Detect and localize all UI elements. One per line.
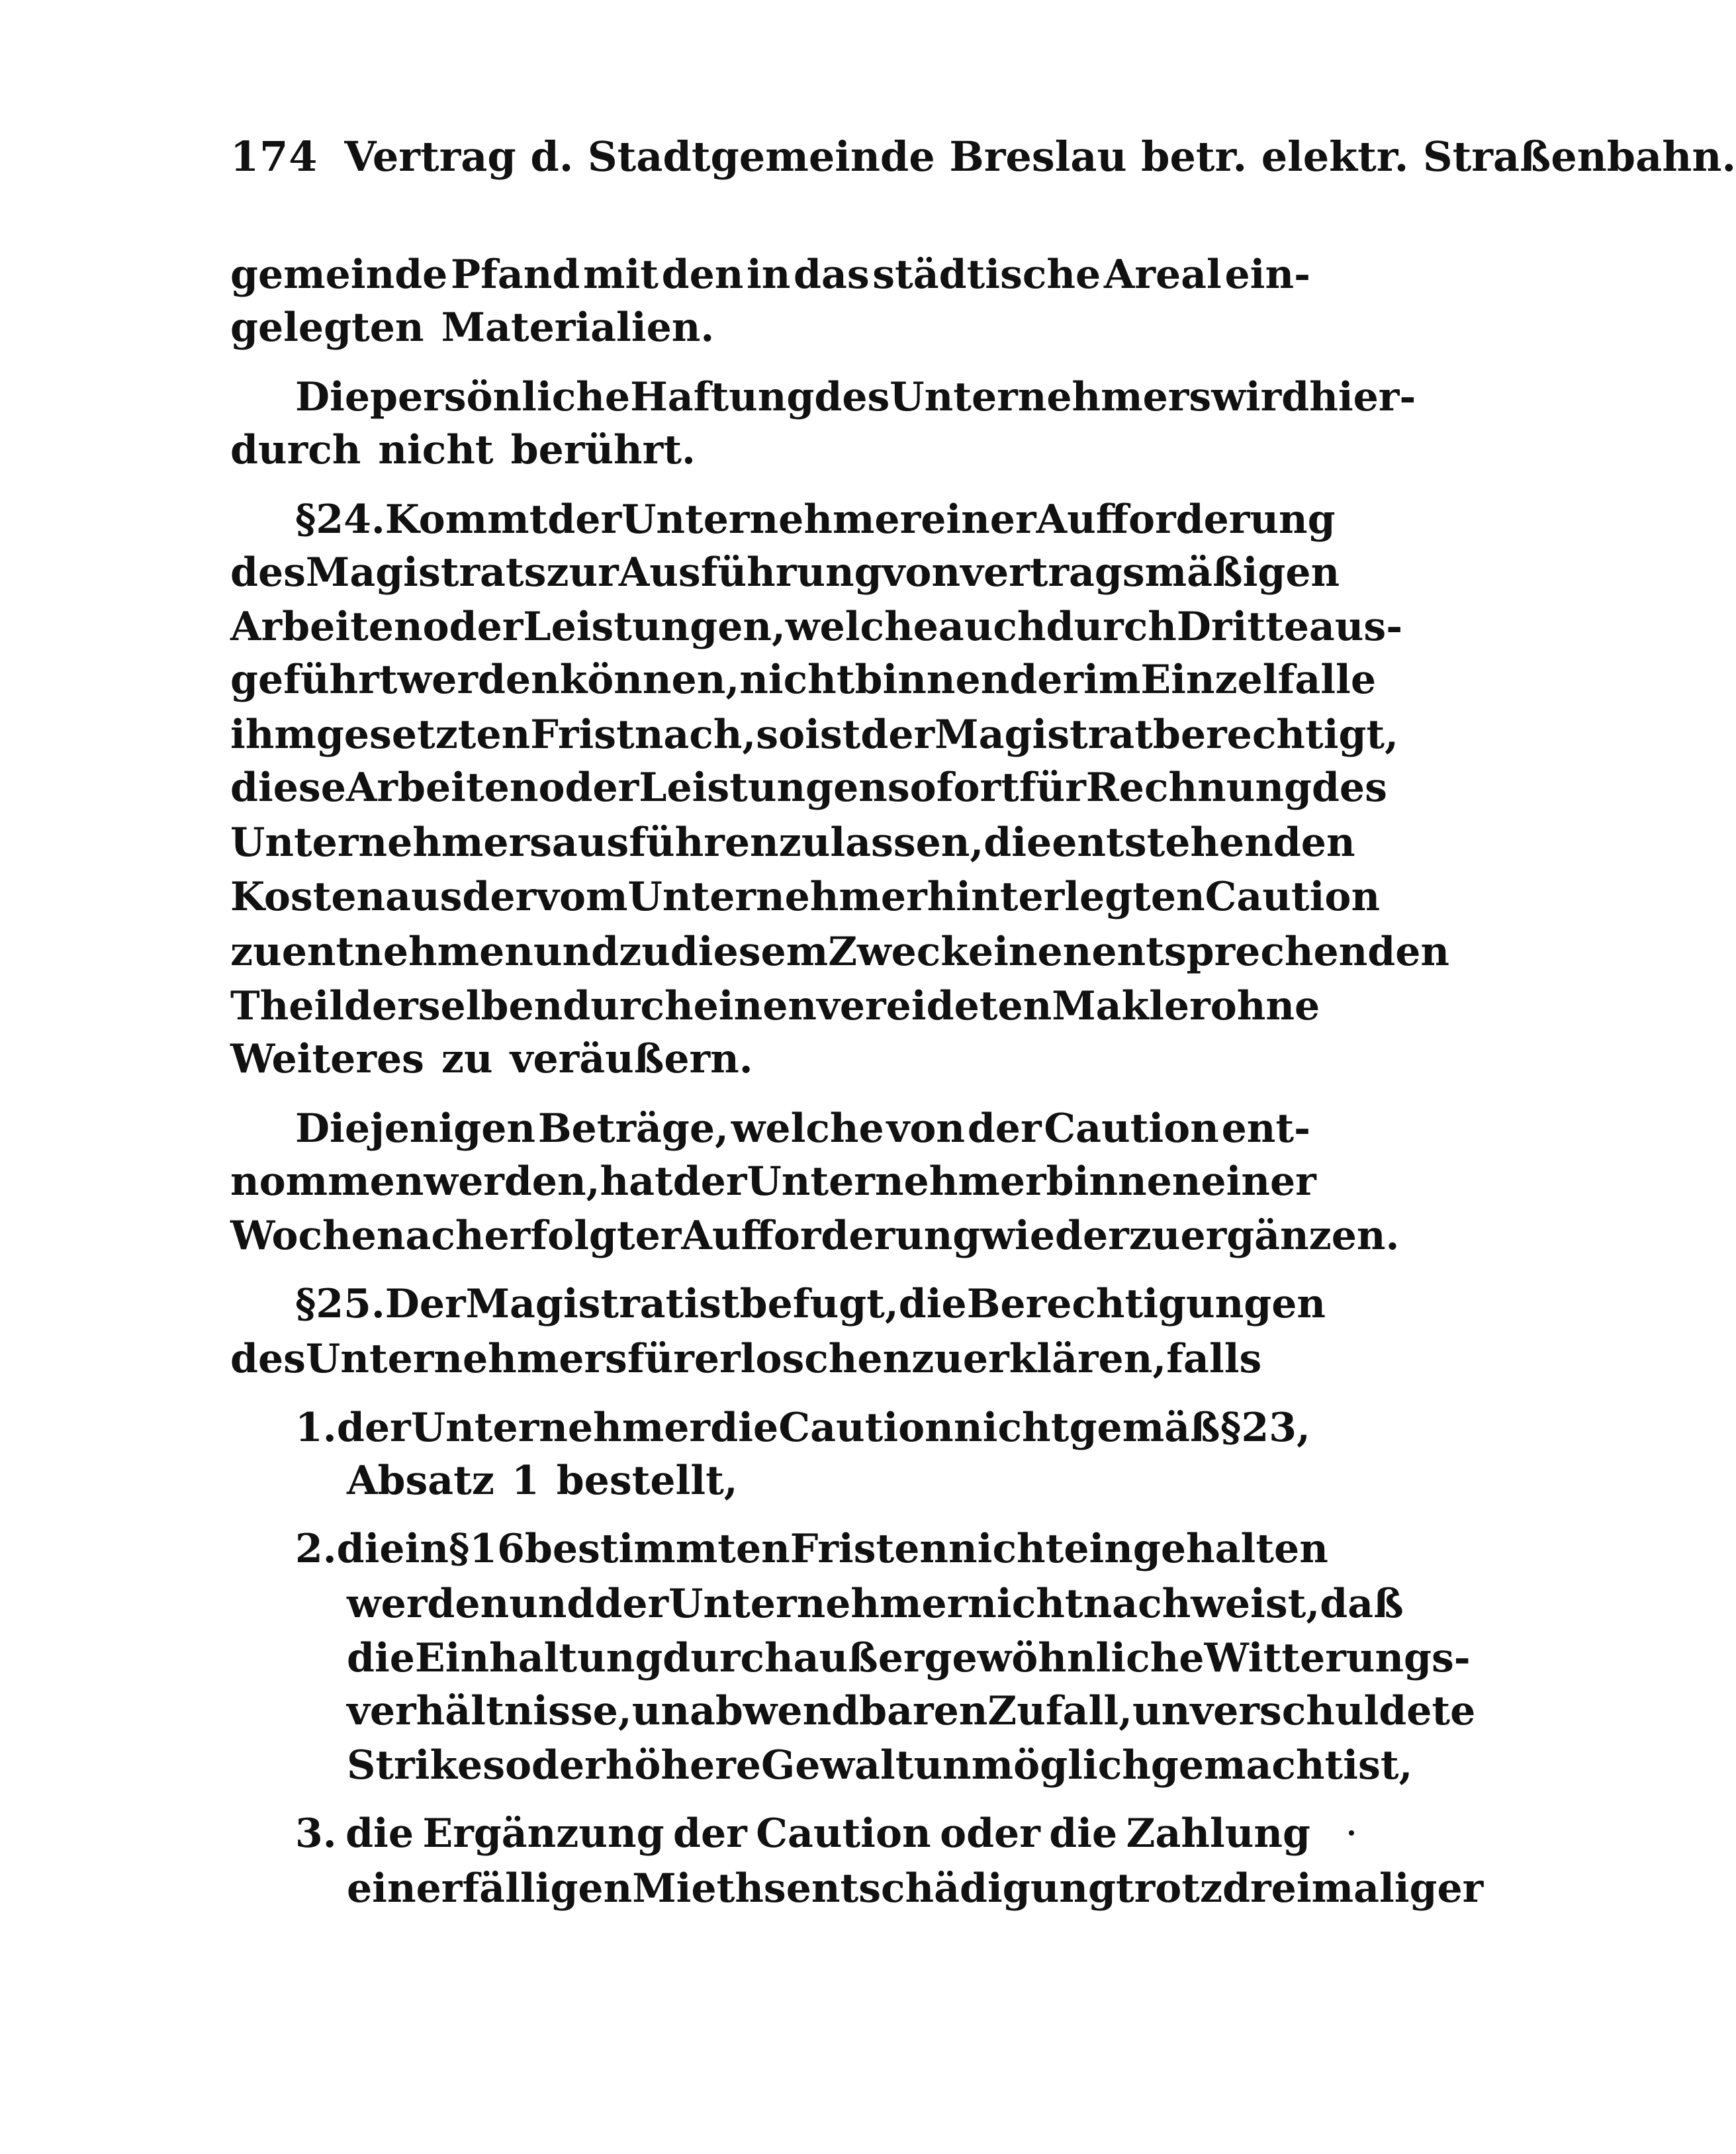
word: nommen	[230, 1158, 424, 1205]
word: nach,	[634, 712, 756, 758]
text-line	[230, 813, 1355, 872]
word: der	[547, 496, 622, 543]
word: 24.	[316, 496, 385, 543]
word: städtische	[872, 252, 1101, 298]
page-number: 174	[230, 132, 318, 181]
print-speck	[1349, 1830, 1354, 1836]
word: Makler	[1052, 983, 1211, 1029]
text-line	[230, 867, 1381, 927]
word: Unternehmer	[621, 496, 921, 543]
word: Arbeiten	[345, 765, 539, 811]
word: gesetzten	[316, 712, 531, 758]
word: so	[756, 712, 805, 758]
word: für	[627, 1336, 694, 1382]
word: §	[448, 1526, 470, 1572]
word: unabwendbaren	[631, 1688, 988, 1734]
word: persönliche	[370, 374, 631, 420]
word: geführt	[230, 657, 398, 703]
text-line	[230, 1029, 753, 1089]
word: Leistungen	[639, 765, 888, 811]
word: nach	[376, 1213, 484, 1259]
word: welche	[785, 604, 938, 650]
text-line	[347, 1736, 1413, 1795]
word: die	[1049, 1810, 1118, 1857]
word: diesem	[670, 929, 829, 975]
word: dreimaliger	[1222, 1865, 1484, 1912]
word: Theil	[230, 983, 345, 1029]
word: im	[1083, 657, 1141, 703]
word: unmöglich	[913, 1742, 1151, 1789]
word: Zufall,	[987, 1688, 1133, 1734]
word: nicht	[378, 427, 494, 473]
word: ohne	[1210, 983, 1320, 1029]
word: einen	[968, 929, 1092, 975]
word: durch	[230, 427, 361, 473]
word: zu	[778, 819, 831, 866]
word: der	[860, 712, 935, 758]
text-line	[230, 420, 696, 480]
word: vereideten	[817, 983, 1052, 1029]
word: Ausführung	[618, 549, 882, 596]
word: binnen	[854, 657, 1010, 703]
word: mit	[582, 252, 659, 298]
word: Woche	[230, 1213, 377, 1259]
word: Rechnung	[1085, 765, 1312, 811]
word: die	[898, 1281, 967, 1327]
word: Kosten	[230, 874, 386, 920]
word: höhere	[605, 1742, 761, 1789]
word: der	[967, 1105, 1042, 1152]
word: von	[886, 1105, 966, 1152]
word: ihm	[230, 712, 316, 758]
word: entnehmen	[281, 929, 533, 975]
text-line	[347, 1628, 1471, 1688]
word: Unternehmers	[305, 1336, 627, 1382]
word: Zahlung	[1126, 1810, 1310, 1857]
word: ist,	[1343, 1742, 1413, 1789]
word: Unternehmers	[890, 374, 1212, 420]
word: ergänzen.	[1180, 1213, 1400, 1259]
word: des	[230, 549, 306, 596]
word: entsprechenden	[1091, 929, 1450, 975]
word: 1.	[295, 1405, 337, 1451]
word: Magistrat	[465, 1281, 684, 1327]
word: gemäß	[1069, 1405, 1220, 1451]
word: einer	[921, 496, 1036, 543]
text-line	[230, 1152, 1316, 1211]
word: zu	[1128, 1213, 1181, 1259]
word: gemeinde	[230, 252, 448, 298]
word: Dritte	[1176, 604, 1309, 650]
text-line	[295, 1804, 1310, 1863]
text-line	[230, 1329, 1262, 1389]
word: Unternehmer	[627, 874, 927, 920]
word: der	[672, 1158, 747, 1205]
text-line	[347, 1451, 738, 1511]
text-line	[295, 1099, 1310, 1158]
word: werden	[397, 657, 560, 703]
word: des	[230, 1336, 306, 1382]
word: nachweist,	[1083, 1581, 1320, 1627]
word: einer	[1201, 1158, 1316, 1205]
word: §	[295, 496, 316, 543]
word: Materialien.	[441, 304, 715, 351]
word: ist	[805, 712, 861, 758]
word: das	[794, 252, 870, 298]
word: der	[673, 1810, 747, 1857]
word: fälligen	[462, 1865, 633, 1912]
word: den	[661, 252, 744, 298]
word: durch	[563, 983, 694, 1029]
word: können,	[559, 657, 740, 703]
word: Frist	[530, 712, 635, 758]
word: Miethsentschädigung	[632, 1865, 1116, 1912]
word: in	[404, 1526, 449, 1572]
word: Unternehmer	[410, 1405, 710, 1451]
word: Caution	[1205, 874, 1381, 920]
word: berührt.	[510, 427, 696, 473]
word: Beträge,	[537, 1105, 729, 1152]
word: oder	[422, 604, 524, 650]
word: auch	[938, 604, 1046, 650]
word: ein-	[1224, 252, 1310, 298]
word: binnen	[1046, 1158, 1201, 1205]
word: Pfand	[450, 252, 580, 298]
word: §	[295, 1281, 316, 1327]
text-line	[347, 1574, 1404, 1634]
text-line	[230, 650, 1376, 710]
word: wird	[1211, 374, 1310, 420]
word: erfolgter	[484, 1213, 682, 1259]
word: oder	[504, 1742, 606, 1789]
word: Zweck	[828, 929, 968, 975]
word: Witterungs-	[1204, 1635, 1471, 1681]
word: Haftung	[630, 374, 815, 420]
word: außergewöhnliche	[793, 1635, 1205, 1681]
word: ist	[684, 1281, 740, 1327]
text-line	[230, 705, 1399, 765]
word: Weiteres	[230, 1036, 424, 1082]
word: durch	[1046, 604, 1177, 650]
text-line	[347, 1859, 1484, 1918]
word: Caution	[778, 1405, 954, 1451]
word: Einzelfalle	[1140, 657, 1376, 703]
word: 1	[511, 1458, 539, 1504]
word: durch	[662, 1635, 794, 1681]
word: der	[336, 1405, 411, 1451]
word: und	[533, 929, 619, 975]
text-line	[230, 245, 1310, 304]
word: unverschuldete	[1132, 1688, 1476, 1734]
word: in	[746, 252, 791, 298]
word: Magistrats	[305, 549, 547, 596]
word: bestimmten	[524, 1526, 790, 1572]
word: ent-	[1221, 1105, 1310, 1152]
word: aus-	[1308, 604, 1403, 650]
text-line	[230, 597, 1403, 657]
word: erloschen	[694, 1336, 912, 1382]
word: berechtigt,	[1152, 712, 1399, 758]
word: Strikes	[347, 1742, 505, 1789]
word: bestellt,	[556, 1458, 738, 1504]
word: werden	[347, 1581, 510, 1627]
word: Der	[385, 1281, 466, 1327]
word: trotz	[1115, 1865, 1223, 1912]
word: die	[336, 1526, 405, 1572]
text-line	[230, 758, 1387, 818]
word: des	[814, 374, 890, 420]
word: der	[462, 874, 537, 920]
word: hier-	[1309, 374, 1416, 420]
word: Diejenigen	[295, 1105, 536, 1152]
word: für	[1019, 765, 1086, 811]
text-line	[230, 922, 1450, 982]
word: werden,	[424, 1158, 600, 1205]
word: Gewalt	[760, 1742, 914, 1789]
word: Absatz	[347, 1458, 494, 1504]
word: Leistungen,	[523, 604, 786, 650]
word: 25.	[316, 1281, 385, 1327]
word: lassen,	[830, 819, 984, 866]
word: Ergänzung	[422, 1810, 664, 1857]
word: aus	[385, 874, 463, 920]
text-line	[295, 490, 1336, 549]
text-line	[230, 976, 1320, 1036]
word: falls	[1166, 1336, 1262, 1382]
word: eingehalten	[1064, 1526, 1328, 1572]
word: derselben	[344, 983, 563, 1029]
word: 3.	[295, 1810, 337, 1857]
word: Unternehmer	[747, 1158, 1046, 1205]
word: vertragsmäßigen	[960, 549, 1340, 596]
text-line	[295, 1398, 1310, 1458]
word: nicht	[954, 1405, 1070, 1451]
word: einer	[347, 1865, 463, 1912]
word: der	[594, 1581, 669, 1627]
text-line	[295, 1519, 1328, 1579]
word: Fristen	[790, 1526, 949, 1572]
word: 23,	[1241, 1405, 1310, 1451]
word: Aufforderung	[1036, 496, 1336, 543]
word: zur	[546, 549, 619, 596]
running-title: Vertrag d. Stadtgemeinde Breslau betr. elektr. Straßenbahn.	[344, 132, 1736, 181]
word: veräußern.	[510, 1036, 753, 1082]
word: erklären,	[962, 1336, 1167, 1382]
word: nicht	[968, 1581, 1083, 1627]
page-header	[230, 132, 1736, 192]
word: hinterlegten	[927, 874, 1205, 920]
word: 2.	[295, 1526, 337, 1572]
word: hat	[600, 1158, 673, 1205]
text-line	[230, 298, 715, 357]
word: vom	[536, 874, 628, 920]
word: die	[710, 1405, 779, 1451]
word: §	[1220, 1405, 1242, 1451]
word: Magistrat	[935, 712, 1153, 758]
text-line	[230, 1206, 1400, 1266]
word: der	[1009, 657, 1084, 703]
word: von	[882, 549, 961, 596]
word: welche	[731, 1105, 884, 1152]
word: Areal	[1103, 252, 1222, 298]
word: verhältnisse,	[347, 1688, 632, 1734]
word: die	[345, 1810, 414, 1857]
word: ausführen	[551, 819, 779, 866]
word: entstehenden	[1052, 819, 1355, 866]
word: oder	[538, 765, 639, 811]
word: 16	[469, 1526, 525, 1572]
word: wieder	[980, 1213, 1129, 1259]
word: Unternehmer	[668, 1581, 968, 1627]
word: daß	[1320, 1581, 1404, 1627]
word: zu	[441, 1036, 493, 1082]
word: die	[983, 819, 1052, 866]
word: einen	[693, 983, 817, 1029]
word: Arbeiten	[230, 604, 423, 650]
word: nicht	[739, 657, 855, 703]
word: diese	[230, 765, 346, 811]
word: zu	[619, 929, 670, 975]
text-line	[295, 367, 1416, 427]
text-line	[295, 1274, 1326, 1334]
word: Caution	[1044, 1105, 1219, 1152]
word: gemacht	[1150, 1742, 1344, 1789]
word: Berechtigungen	[966, 1281, 1326, 1327]
word: Die	[295, 374, 370, 420]
word: und	[509, 1581, 595, 1627]
word: zu	[230, 929, 282, 975]
word: oder	[940, 1810, 1040, 1857]
text-line	[347, 1681, 1476, 1741]
word: Aufforderung	[681, 1213, 981, 1259]
word: des	[1311, 765, 1387, 811]
word: zu	[911, 1336, 963, 1382]
word: nicht	[948, 1526, 1064, 1572]
word: sofort	[887, 765, 1019, 811]
word: Kommt	[385, 496, 548, 543]
word: Einhaltung	[414, 1635, 663, 1681]
word: befugt,	[739, 1281, 899, 1327]
text-line	[230, 543, 1340, 602]
word: die	[347, 1635, 415, 1681]
word: Unternehmers	[230, 819, 552, 866]
word: gelegten	[230, 304, 424, 351]
word: Caution	[756, 1810, 931, 1857]
